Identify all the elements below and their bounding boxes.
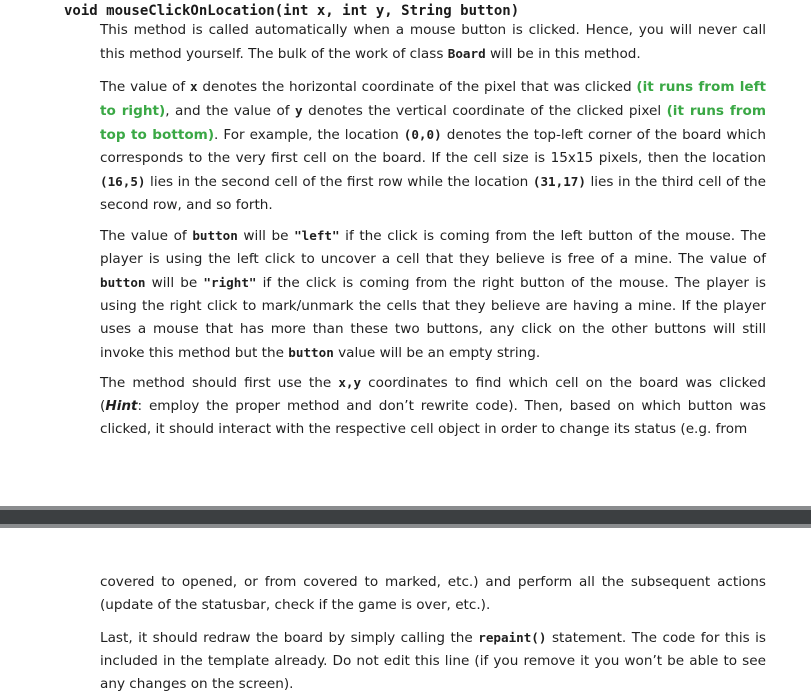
text: : employ the proper method and don’t rewrite code). Then, based on which button was clicked, it should interact with the respective cell object in order to change its status (e.g. from <box>100 398 766 437</box>
text: Last, it should redraw the board by simply calling the <box>100 630 479 646</box>
document-page-bottom <box>0 528 811 691</box>
paragraph-repaint <box>100 626 766 696</box>
code-y: y <box>295 103 303 118</box>
text: will be <box>237 228 295 244</box>
text: statement. The code for this is included in the template already. Do not edit this line (if you remove it you won’t be able to see any changes on the screen). <box>100 630 767 692</box>
text: This method is called automatically when a mouse button is clicked. Hence, you will never call this method yourself. The bulk of the work of class <box>100 22 766 62</box>
code-right: "right" <box>203 275 257 290</box>
code-button: button <box>288 345 334 360</box>
text: if the click is coming from the right button of the mouse. The player is using the right click to mark/unmark the cells that they believe are having a mine. If the player uses a mouse that has more than these two buttons, any click on the other buttons will still invoke this method but the <box>100 275 766 361</box>
text: coordinates to find which cell on the board was clicked ( <box>100 375 766 414</box>
code-repaint: repaint() <box>478 630 547 645</box>
code-xy: x,y <box>338 375 362 390</box>
green-note-left-right: (it runs from left to right) <box>100 79 766 119</box>
text: will be in this method. <box>485 46 641 62</box>
text: if the click is coming from the left button of the mouse. The player is using the left click to uncover a cell that they believe is free of a mine. The value of <box>100 228 766 267</box>
code-location-0-0: (0,0) <box>403 127 442 142</box>
paragraph-coordinates <box>100 75 766 217</box>
hint-label: Hint <box>105 398 138 414</box>
text: The value of <box>100 79 190 95</box>
method-signature: void mouseClickOnLocation(int x, int y, String button) <box>64 3 520 19</box>
text: covered to opened, or from covered to marked, etc.) and perform all the subsequent actions (update of the statusbar, check if the game is over, etc.). <box>100 574 766 613</box>
code-x: x <box>189 79 198 94</box>
code-button: button <box>192 228 238 243</box>
text: lies in the third cell of the second row, and so forth. <box>100 174 767 213</box>
paragraph-button <box>100 224 766 365</box>
text: denotes the horizontal coordinate of the pixel that was clicked <box>197 79 637 95</box>
code-board: Board <box>447 46 486 61</box>
text: denotes the top-left corner of the board which corresponds to the very first cell on the board. If the cell size is 15x15 pixels, then the location <box>100 127 766 166</box>
text: . For example, the location <box>214 127 404 143</box>
paragraph-intro <box>100 19 766 66</box>
code-location-31-17: (31,17) <box>532 174 586 189</box>
text: lies in the second cell of the first row while the location <box>145 174 533 190</box>
text: will be <box>145 275 204 291</box>
text: The method should first use the <box>100 375 339 391</box>
text: denotes the vertical coordinate of the clicked pixel <box>302 103 667 119</box>
code-left: "left" <box>294 228 340 243</box>
code-button: button <box>100 275 146 290</box>
text: The value of <box>100 228 193 244</box>
text: , and the value of <box>165 103 296 119</box>
paragraph-method-steps <box>100 371 766 441</box>
paragraph-continued <box>100 571 766 617</box>
green-note-top-bottom: (it runs from top to bottom) <box>100 103 767 143</box>
text: value will be an empty string. <box>333 345 541 361</box>
page-separator-band <box>0 510 811 524</box>
code-location-16-5: (16,5) <box>100 174 146 189</box>
